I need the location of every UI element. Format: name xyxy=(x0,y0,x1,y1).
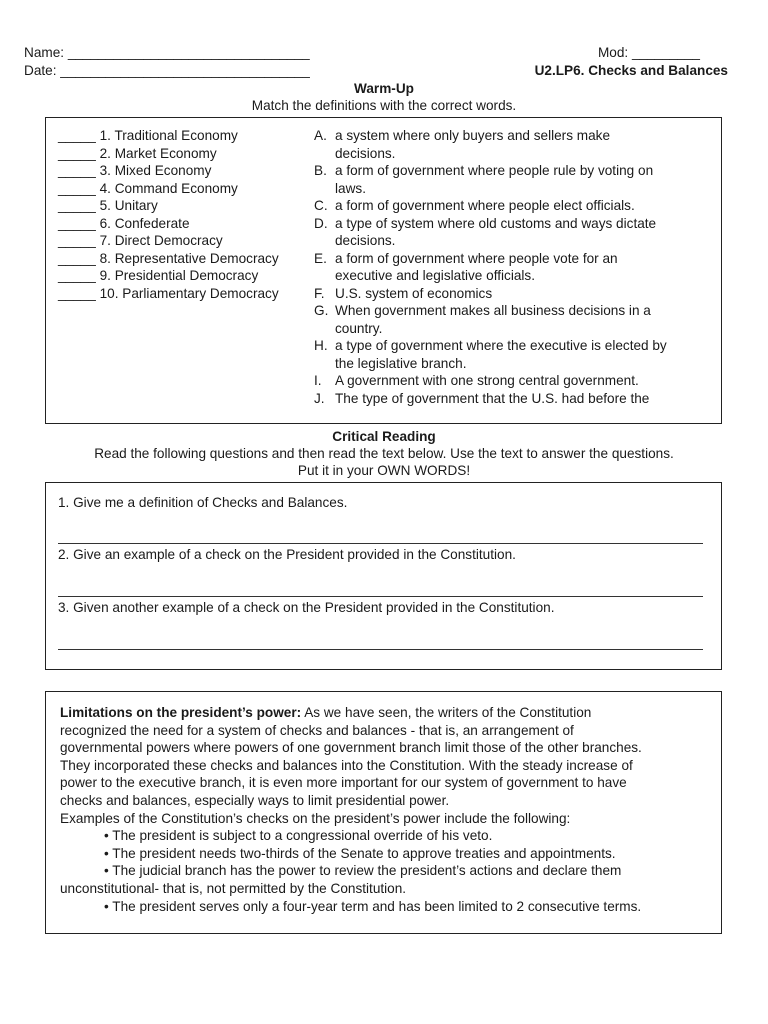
term-item: _____ 2. Market Economy xyxy=(58,145,217,161)
definition-text: a form of government where people rule by voting on xyxy=(335,163,654,178)
passage-line: governmental powers where powers of one government branch limit those of the other branches. xyxy=(60,740,642,756)
critical-reading-instruction: Read the following questions and then read the text below. Use the text to answer the questions. xyxy=(94,446,674,461)
answer-line-1[interactable] xyxy=(58,543,703,544)
definition-text: a type of system where old customs and ways dictate xyxy=(335,215,657,231)
definition-letter: D. xyxy=(314,215,328,231)
definition-text: a type of government where the executive is elected by xyxy=(335,338,667,353)
definition-text: The type of government that the U.S. had before the xyxy=(335,390,650,406)
term-item: _____ 9. Presidential Democracy xyxy=(58,268,259,283)
questions-box xyxy=(45,482,722,670)
passage-heading: Limitations on the president’s power: xyxy=(60,705,302,720)
definition-text: the legislative branch. xyxy=(335,355,467,371)
term-item: _____ 3. Mixed Economy xyxy=(58,163,212,178)
definition-text: A government with one strong central government. xyxy=(335,373,639,388)
date-field-line: Date: _________________________________ xyxy=(24,63,310,78)
definition-text: a form of government where people vote for an xyxy=(335,250,618,266)
definition-letter: G. xyxy=(314,303,329,318)
passage-line: recognized the need for a system of checks and balances - that is, an arrangement of xyxy=(60,722,574,738)
answer-line-2[interactable] xyxy=(58,596,703,597)
answer-line-3[interactable] xyxy=(58,649,703,650)
definition-letter: J. xyxy=(314,390,325,406)
definition-text: laws. xyxy=(335,180,366,196)
warmup-instruction: Match the definitions with the correct words. xyxy=(251,98,517,113)
lesson-title: U2.LP6. Checks and Balances xyxy=(534,63,728,78)
critical-reading-emphasis: Put it in your OWN WORDS! xyxy=(297,463,471,478)
passage-line: They incorporated these checks and balances into the Constitution. With the steady increase of xyxy=(60,757,633,773)
definition-letter: B. xyxy=(314,163,327,178)
term-item: _____ 8. Representative Democracy xyxy=(58,250,279,266)
passage-text: As we have seen, the writers of the Constitution xyxy=(301,705,592,720)
passage-line: checks and balances, especially ways to limit presidential power. xyxy=(60,793,450,808)
definition-text: a system where only buyers and sellers make xyxy=(335,128,611,143)
definition-text: When government makes all business decisions in a xyxy=(335,303,651,318)
definition-letter: I. xyxy=(314,373,322,388)
term-item: _____ 5. Unitary xyxy=(58,198,158,213)
warmup-title: Warm-Up xyxy=(354,81,414,96)
definition-letter: F. xyxy=(314,285,325,301)
passage-line xyxy=(60,704,591,722)
definition-letter: A. xyxy=(314,128,327,143)
warmup-matching-box xyxy=(45,117,722,424)
term-item: _____ 7. Direct Democracy xyxy=(58,233,223,248)
definition-text: U.S. system of economics xyxy=(335,285,493,301)
definition-text: decisions. xyxy=(335,233,396,248)
definition-text: country. xyxy=(335,320,383,336)
definition-text: executive and legislative officials. xyxy=(335,268,535,283)
passage-line: Examples of the Constitution’s checks on the president’s power include the following: xyxy=(60,810,571,826)
definition-text: decisions. xyxy=(335,145,396,161)
bullet-item: • The judicial branch has the power to review the president’s actions and declare them xyxy=(104,863,622,879)
term-item: _____ 1. Traditional Economy xyxy=(58,128,238,143)
term-item: _____ 4. Command Economy xyxy=(58,180,238,196)
question-2: 2. Give an example of a check on the President provided in the Constitution. xyxy=(58,547,516,562)
definition-text: a form of government where people elect officials. xyxy=(335,198,635,213)
definition-letter: C. xyxy=(314,198,328,213)
critical-reading-title: Critical Reading xyxy=(332,429,436,444)
reading-passage-box xyxy=(45,691,722,934)
bullet-item: • The president is subject to a congressional override of his veto. xyxy=(104,828,493,844)
definition-letter: E. xyxy=(314,250,327,266)
term-item: _____ 10. Parliamentary Democracy xyxy=(58,285,279,301)
definition-letter: H. xyxy=(314,338,328,353)
bullet-item: • The president serves only a four-year term and has been limited to 2 consecutive terms. xyxy=(104,898,642,914)
bullet-continuation: unconstitutional- that is, not permitted by the Constitution. xyxy=(60,881,407,896)
bullet-item: • The president needs two-thirds of the Senate to approve treaties and appointments. xyxy=(104,845,616,861)
question-1: 1. Give me a definition of Checks and Balances. xyxy=(58,495,348,510)
mod-field-line: Mod: _________ xyxy=(597,45,700,60)
term-item: _____ 6. Confederate xyxy=(58,215,190,231)
question-3: 3. Given another example of a check on the President provided in the Constitution. xyxy=(58,600,555,615)
name-field-line: Name: ________________________________ xyxy=(24,45,310,60)
passage-line: power to the executive branch, it is even more important for our system of government to have xyxy=(60,775,627,791)
